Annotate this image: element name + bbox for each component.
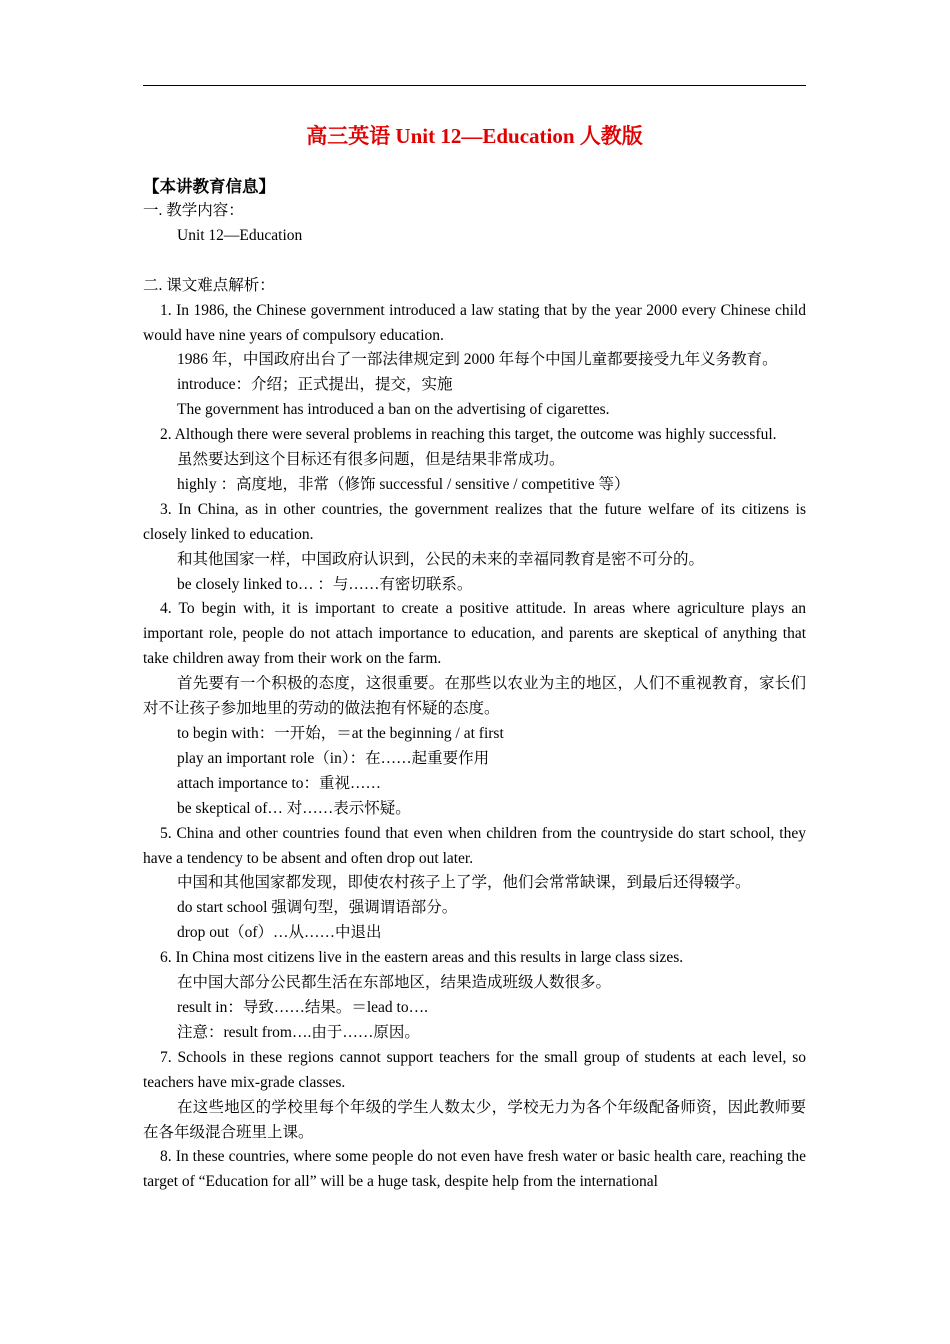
item-3-en: 3. In China, as in other countries, the government realizes that the future welfare of its citizens is closely linked to education. [143,500,806,543]
part1-text: Unit 12—Education [177,226,303,244]
spacer [143,249,806,274]
item-6-note: 注意：result from….由于……原因。 [177,1023,420,1041]
part1-label: 一. 教学内容： [143,202,244,219]
item-4-en: 4. To begin with, it is important to create a positive attitude. In areas where agriculture plays an important role, people do not attach importance to education, and parents are skeptical of anything that take children away from their work on the farm. [143,600,806,668]
item-3-note: 和其他国家一样，中国政府认识到，公民的未来的幸福同教育是密不可分的。 [177,550,705,568]
item-7-en: 7. Schools in these regions cannot support teachers for the small group of students at each level, so teachers have mix-grade classes. [143,1048,806,1091]
item-2-en: 2. Although there were several problems in reaching this target, the outcome was highly successful. [160,426,777,444]
item-2-note: highly ：高度地，非常（修饰 successful / sensitive / competitive 等） [177,475,630,493]
item-4-note: be skeptical of… 对……表示怀疑。 [177,799,411,817]
item-1-note: The government has introduced a ban on the advertising of cigarettes. [177,401,610,419]
item-2-note: 虽然要达到这个目标还有很多问题，但是结果非常成功。 [177,451,565,469]
document-body [143,174,806,1195]
item-6-note: 在中国大部分公民都生活在东部地区，结果造成班级人数很多。 [177,974,612,992]
item-6-note: result in：导致……结果。＝lead to…. [177,998,428,1016]
document-title: 高三英语 Unit 12—Education 人教版 [306,124,643,148]
header-rule [143,85,806,86]
item-4-note: to begin with：一开始，＝at the beginning / at first [177,725,504,743]
item-6-en: 6. In China most citizens live in the eastern areas and this results in large class sizes. [160,949,684,967]
item-1-note: introduce：介绍；正式提出，提交，实施 [177,376,453,394]
item-5-en: 5. China and other countries found that even when children from the countryside do start school, they have a tendency to be absent and often drop out later. [143,824,806,867]
item-8-en: 8. In these countries, where some people do not even have fresh water or basic health care, reaching the target of “Education for all” will be a huge task, despite help from the international [143,1148,806,1191]
item-4-note: attach importance to：重视…… [177,774,382,792]
part2-label: 二. 课文难点解析： [143,276,275,294]
item-5-note: 中国和其他国家都发现，即使农村孩子上了学，他们会常常缺课，到最后还得辍学。 [177,874,751,892]
item-4-note: 首先要有一个积极的态度，这很重要。在那些以农业为主的地区，人们不重视教育，家长们对不让孩子参加地里的劳动的做法抱有怀疑的态度。 [143,675,806,718]
item-1-en: 1. In 1986, the Chinese government introduced a law stating that by the year 2000 every Chinese child would have nine years of compulsory education. [143,301,806,344]
item-5-note: do start school 强调句型，强调谓语部分。 [177,899,458,917]
section-header: 【本讲教育信息】 [143,177,275,196]
item-5-note: drop out（of）…从……中退出 [177,924,382,942]
item-7-note: 在这些地区的学校里每个年级的学生人数太少，学校无力为各个年级配备师资，因此教师要在各年级混合班里上课。 [143,1098,806,1141]
item-1-note: 1986 年，中国政府出台了一部法律规定到 2000 年每个中国儿童都要接受九年义务教育。 [177,351,778,369]
item-4-note: play an important role（in）：在……起重要作用 [177,749,490,767]
item-3-note: be closely linked to… ：与……有密切联系。 [177,575,473,593]
